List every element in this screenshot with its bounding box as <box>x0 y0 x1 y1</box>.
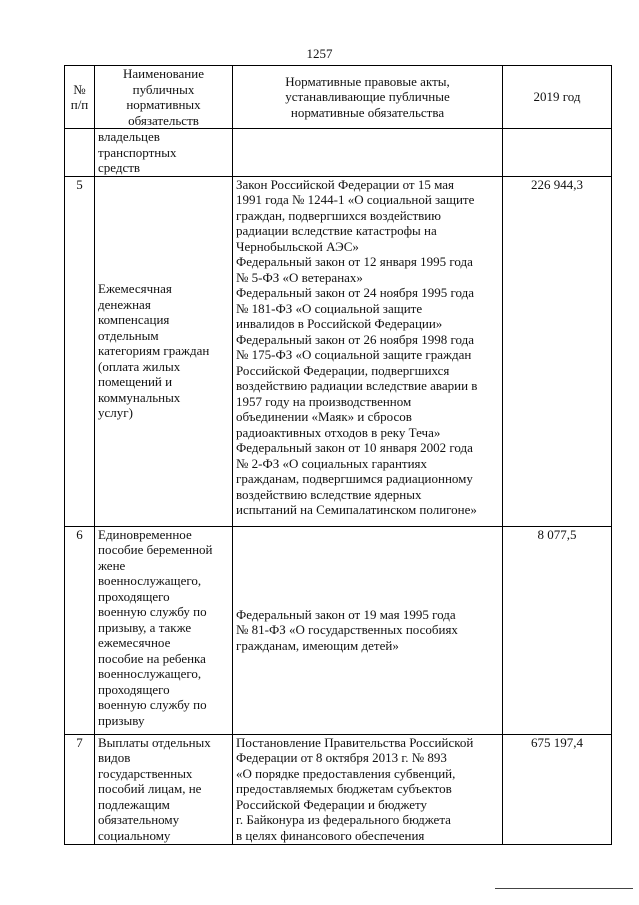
obligations-table <box>64 65 612 845</box>
table-row <box>65 176 612 526</box>
row-amount <box>503 129 612 177</box>
row-acts <box>233 129 503 177</box>
table-row <box>65 129 612 177</box>
row-name: владельцев транспортных средств <box>95 129 233 177</box>
row-amount: 675 197,4 <box>503 734 612 844</box>
row-acts: Постановление Правительства Российской Федерации от 8 октября 2013 г. № 893 «О порядке предоставления субвенций, предоставляемых бюджетам субъектов Российской Федерации и бюджету г. Байконура из федерального бюджета в целях финансового обеспечения <box>233 734 503 844</box>
row-amount: 8 077,5 <box>503 526 612 734</box>
row-num: 5 <box>65 176 95 526</box>
footer-rule <box>495 888 633 889</box>
header-year-text: 2019 год <box>533 89 581 105</box>
header-num <box>65 66 95 129</box>
row-num: 7 <box>65 734 95 844</box>
table-row <box>65 734 612 844</box>
row-amount: 226 944,3 <box>503 176 612 526</box>
header-year <box>503 66 612 129</box>
header-num-text: № п/п <box>70 81 89 112</box>
page-number: 1257 <box>306 46 333 61</box>
row-name: Выплаты отдельных видов государственных пособий лицам, не подлежащим обязательному социальному <box>95 734 233 844</box>
header-name <box>95 66 233 129</box>
table-row <box>65 526 612 734</box>
row-num: 6 <box>65 526 95 734</box>
row-acts: Федеральный закон от 19 мая 1995 года № 81-ФЗ «О государственных пособиях гражданам, имеющим детей» <box>233 526 503 734</box>
table-header-row <box>65 66 612 129</box>
header-acts-text: Нормативные правовые акты, устанавливающие публичные нормативные обязательства <box>285 73 450 120</box>
row-name: Ежемесячная денежная компенсация отдельным категориям граждан (оплата жилых помещений и коммунальных услуг) <box>95 176 233 526</box>
header-name-text: Наименование публичных нормативных обязательств <box>123 66 204 128</box>
row-acts: Закон Российской Федерации от 15 мая 1991 года № 1244-1 «О социальной защите граждан, подвергшихся воздействию радиации вследствие катастрофы на Чернобыльской АЭС» Федеральный закон от 12 января 1995 года № 5-ФЗ «О ветеранах» Федеральный закон от 24 ноября 1995 года № 181-ФЗ «О социальной защите инвалидов в Российской Федерации» Федеральный закон от 26 ноября 1998 года № 175-ФЗ «О социальной защите граждан Российской Федерации, подвергшихся воздействию радиации вследствие аварии в 1957 году на производственном объединении «Маяк» и сбросов радиоактивных отходов в реку Теча» Федеральный закон от 10 января 2002 года № 2-ФЗ «О социальных гарантиях гражданам, подвергшимся радиационному воздействию вследствие ядерных испытаний на Семипалатинском полигоне» <box>233 176 503 526</box>
row-name: Единовременное пособие беременной жене военнослужащего, проходящего военную службу по призыву, а также ежемесячное пособие на ребенка военнослужащего, проходящего военную службу по призыву <box>95 526 233 734</box>
row-num <box>65 129 95 177</box>
header-acts <box>233 66 503 129</box>
